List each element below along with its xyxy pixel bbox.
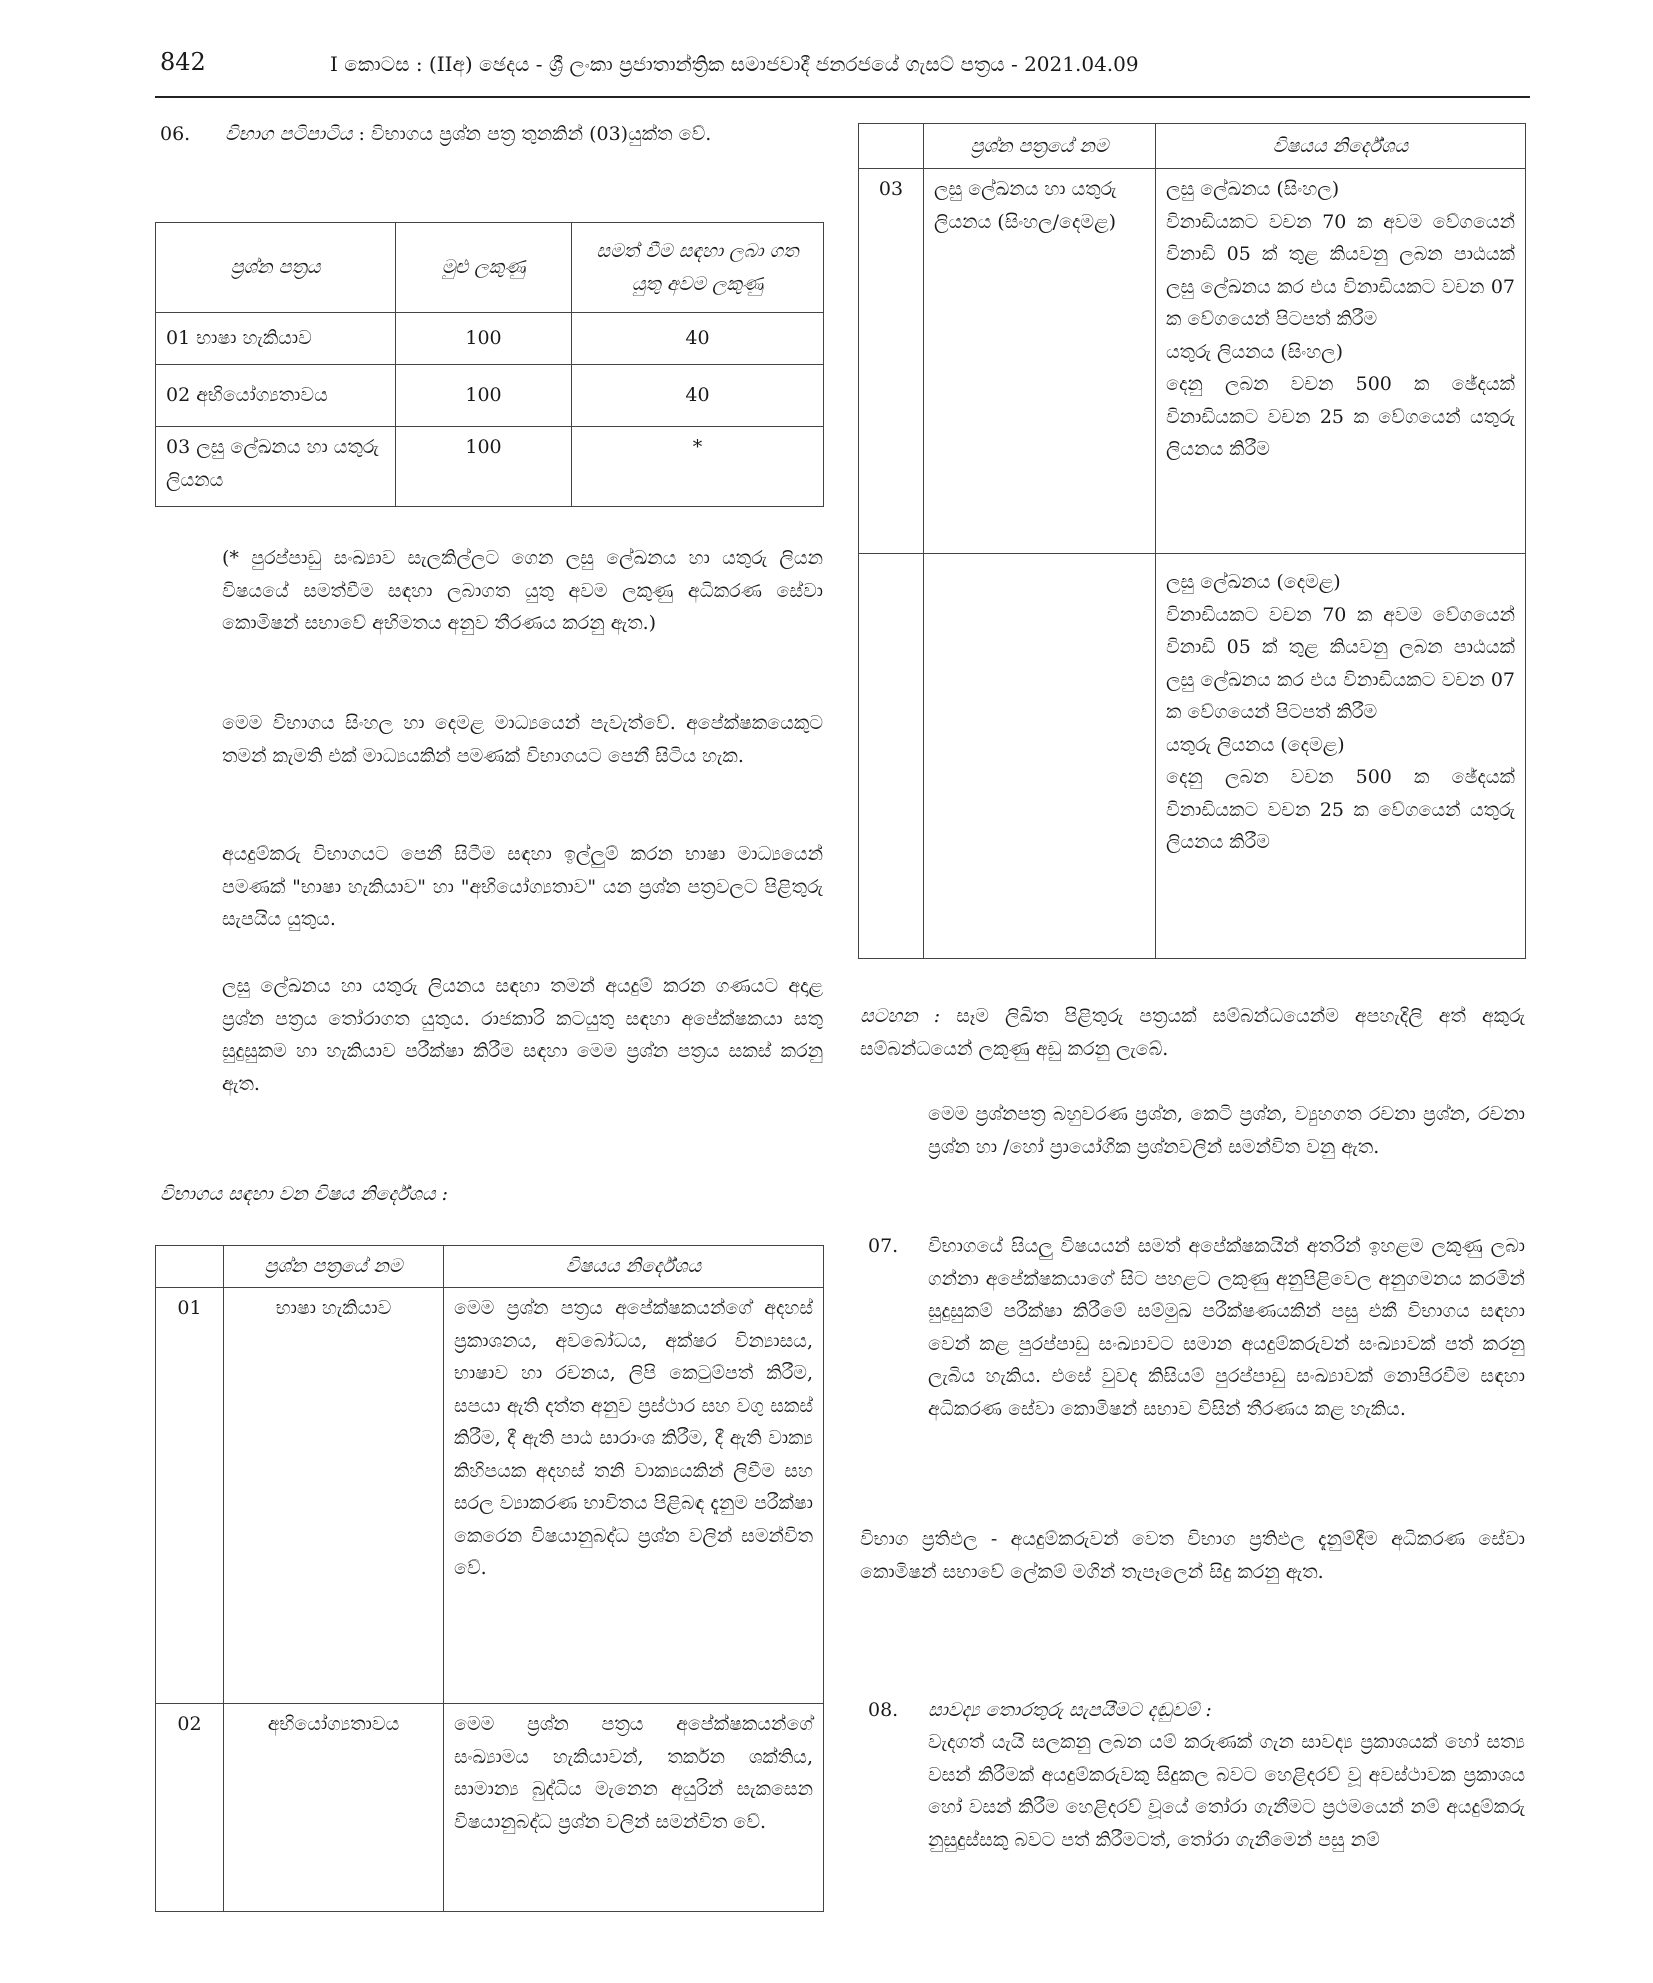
table-header-cell: ප්‍රශ්න පත්‍රයේ නම [924,124,1156,169]
section-07-text: විභාගයේ සියලු විෂයයන් සමත් අපේක්ෂකයින් අතරින් ඉහළම ලකුණු ලබා ගන්නා අපේක්ෂකයාගේ සිට පහළට ලකුණු අනුපිළිවෙල අනුගමනය කරමින් සුදුසුකම් පරීක්ෂා කිරීමේ සම්මුඛ පරීක්ෂණයකින් පසු එකී විභාගය සඳහා වෙන් කළ පුරප්පාඩු සංඛ්‍යාවට සමාන අයදුම්කරුවන් සංඛ්‍යාවක් පත් කරනු ලැබිය හැකිය. එසේ වුවද කිසියම් පුරප්පාඩු සංඛ්‍යාවක් නොපිරවීම සඳහා අධිකරණ සේවා කොමිෂන් සභාව විසින් තීරණය කළ හැකිය. [928,1235,1525,1420]
table-cell: 03 ලසු ලේඛනය හා යතුරු ලියනය [156,427,396,507]
table-cell: 40 [572,313,824,365]
para-question-types: මෙම ප්‍රශ්නපත්‍ර බහුවරණ ප්‍රශ්න, කෙටි ප්‍රශ්න, ව්‍යුහගත රචනා ප්‍රශ්න, රචනා ප්‍රශ්න හා /හෝ ප්‍රායෝගික ප්‍රශ්නවලින් සමන්විත වනු ඇත. [928,1103,1525,1158]
syllabus-table-03 [858,123,1526,959]
steno-tamil-title: ලසු ලේඛනය (දෙමළ) [1166,571,1341,593]
table-cell: 01 භාෂා හැකියාව [156,313,396,365]
typing-tamil-title: යතුරු ලියනය (දෙමළ) [1166,733,1345,756]
table-cell-tamil [1156,554,1526,959]
section-07-number: 07. [868,1235,899,1257]
para-results: විභාග ප්‍රතිඵල - අයදුම්කරුවන් වෙත විභාග ප්‍රතිඵල දැනුම්දීම අධිකරණ සේවා කොමිෂන් සභාවේ ලේකම් මගින් තැපෑලෙන් සිදු කරනු ඇත. [860,1528,1525,1583]
section-06-text [225,118,823,151]
section-08-heading: සාවද්‍ය තොරතුරු සැපයීමට දඬුවම් : [928,1699,1212,1721]
table-cell: 40 [572,365,824,427]
note-star: (* පුරප්පාඩු සංඛ්‍යාව සැලකිල්ලට ගෙන ලසු ලේඛනය හා යතුරු ලියන විෂයයේ සමත්වීම සඳහා ලබාගත යුතු අවම ලකුණු අධිකරණ සේවා කොමිෂන් සභාවේ අභිමතය අනුව තීරණය කරනු ඇත.) [222,547,823,634]
table-cell: 02 [156,1704,224,1912]
table-row [156,313,824,365]
syllabus-table-header [156,1246,824,1288]
table-header-cell: විෂයය නිර්දේශය [1156,124,1526,169]
table-cell-sinhala [1156,169,1526,554]
table-cell: 100 [396,313,572,365]
table-cell [924,554,1156,959]
table-row [859,169,1526,554]
steno-sinhala-title: ලසු ලේඛනය (සිංහල) [1166,178,1340,200]
table-cell: 03 [859,169,924,554]
note-label: සටහන : [860,1005,941,1027]
header-rule [155,96,1530,98]
section-06-number: 06. [160,123,191,145]
table-row [156,1704,824,1912]
steno-tamil-text: විනාඩියකට වචන 70 ක අවම වේගයෙන් විනාඩි 05 ක් තුළ කියවනු ලබන පාඨයක් ලසු ලේඛනය කර එය විනාඩියකට වචන 07 ක වේගයෙන් පිටපත් කිරීම [1166,603,1515,723]
typing-sinhala-text: දෙනු ලබන වචන 500 ක ඡේදයක් විනාඩියකට වචන 25 ක වේගයෙන් යතුරු ලියනය කිරීම [1166,373,1515,460]
syllabus-heading: විභාගය සඳහා වන විෂය නිර්දේශය : [160,1183,449,1205]
marks-header-total: මුළු ලකුණු [396,223,572,313]
table-cell [859,554,924,959]
para-medium: මෙම විභාගය සිංහල හා දෙමළ මාධ්‍යයෙන් පැවැත්වේ. අපේක්ෂකයෙකුට තමන් කැමති එක් මාධ්‍යයකින් පමණක් විභාගයට පෙනී සිටිය හැක. [222,712,823,767]
table-row [156,427,824,507]
table-header-cell [859,124,924,169]
gazette-header-title: I කොටස : (IIඅ) ඡෙදය - ශ්‍රී ලංකා ප්‍රජාතාන්ත්‍රික සමාජවාදී ජනරජයේ ගැසට් පත්‍රය - 2021.04.09 [330,52,1139,76]
typing-tamil-text: දෙනු ලබන වචන 500 ක ඡේදයක් විනාඩියකට වචන 25 ක වේගයෙන් යතුරු ලියනය කිරීම [1166,766,1515,853]
section-06-label: විභාග පටිපාටිය [225,123,353,145]
table-row [859,554,1526,959]
para-steno: ලසු ලේඛනය හා යතුරු ලියනය සඳහා තමන් අයදුම් කරන ගණයට අදාළ ප්‍රශ්න පත්‍රය තෝරාගත යුතුය. රාජකාරි කටයුතු සඳහා අපේක්ෂකයා සතු සුදුසුකම හා හැකියාව පරීක්ෂා කිරීම සඳහා මෙම ප්‍රශ්න පත්‍රය සකස් කරනු ඇත. [222,975,823,1095]
table-cell: මෙම ප්‍රශ්න පත්‍රය අපේක්ෂකයන්ගේ අදහස් ප්‍රකාශනය, අවබෝධය, අක්ෂර වින්‍යාසය, භාෂාව හා රචනය, ලිපි කෙටුම්පත් කිරීම, සපයා ඇති දත්ත අනුව ප්‍රස්ථාර සහ වගු සකස් කිරීම, දී ඇති පාඨ සාරාංශ කිරීම, දී ඇති වාක්‍ය කිහිපයක අදහස් තනි වාක්‍යයකින් ලිවීම සහ සරල ව්‍යාකරණ භාවිතය පිළිබඳ දැනුම පරීක්ෂා කෙරෙන විෂයානුබද්ධ ප්‍රශ්න වලින් සමන්විත වේ. [444,1288,824,1704]
marks-table [155,222,824,507]
table-cell: 100 [396,365,572,427]
table-cell: 01 [156,1288,224,1704]
syllabus-table-03-header [859,124,1526,169]
table-cell: * [572,427,824,507]
marks-header-paper: ප්‍රශ්න පත්‍රය [156,223,396,313]
section-08-number: 08. [868,1699,899,1721]
table-header-cell: ප්‍රශ්න පත්‍රයේ නම [224,1246,444,1288]
syllabus-table [155,1245,824,1912]
table-row [156,365,824,427]
table-row [156,1288,824,1704]
table-cell: 100 [396,427,572,507]
section-06-body: : විභාගය ප්‍රශ්න පත්‍ර තුනකින් (03)යුක්ත වේ. [352,123,712,145]
table-cell: මෙම ප්‍රශ්න පත්‍රය අපේක්ෂකයන්ගේ සංඛ්‍යාමය හැකියාවන්, තර්කන ශක්තිය, සාමාන්‍ය බුද්ධිය මැනෙන අයුරින් සැකසෙන විෂයානුබද්ධ ප්‍රශ්න වලින් සමන්විත වේ. [444,1704,824,1912]
marks-header-pass: සමත් වීම සඳහා ලබා ගත යුතු අවම ලකුණු [572,223,824,313]
table-cell: අභියෝග්‍යතාවය [224,1704,444,1912]
marks-table-header [156,223,824,313]
note-text: සෑම ලිඛිත පිළිතුරු පත්‍රයක් සම්බන්ධයෙන්ම අපහැදිලි අත් අකුරු සම්බන්ධයෙන් ලකුණු අඩු කරනු ලැබේ. [860,1005,1525,1060]
para-answer-language: අයදුම්කරු විභාගයට පෙනී සිටීම සඳහා ඉල්ලුම් කරන භාෂා මාධ්‍යයෙන් පමණක් "භාෂා හැකියාව" හා "අභියෝග්‍යතාව" යන ප්‍රශ්න පත්‍රවලට පිළිතුරු සැපයිය යුතුය. [222,843,823,930]
table-cell: ලසු ලේඛනය හා යතුරු ලියනය (සිංහල/දෙමළ) [924,169,1156,554]
table-cell: 02 අභියෝග්‍යතාවය [156,365,396,427]
typing-sinhala-title: යතුරු ලියනය (සිංහල) [1166,340,1344,363]
section-08-text: වැදගත් යැයි සලකනු ලබන යම් කරුණක් ගැන සාවද්‍ය ප්‍රකාශයක් හෝ සත්‍ය වසන් කිරීමක් අයදුම්කරුවකු සිදුකල බවට හෙළිදරව් වූ අවස්ථාවක ප්‍රකාශය හෝ වසන් කිරීම හෙළිදරව් වූයේ තෝරා ගැනීමට ප්‍රථමයෙන් නම් අයදුම්කරු නුසුදුස්සකු බවට පත් කිරීමටත්, තෝරා ගැනීමෙන් පසු නම් [928,1731,1525,1851]
page-number: 842 [160,48,206,76]
table-cell: භාෂා හැකියාව [224,1288,444,1704]
note-handwriting [860,1000,1525,1065]
table-header-cell: විෂයය නිර්දේශය [444,1246,824,1288]
steno-sinhala-text: විනාඩියකට වචන 70 ක අවම වේගයෙන් විනාඩි 05 ක් තුළ කියවනු ලබන පාඨයක් ලසු ලේඛනය කර එය විනාඩියකට වචන 07 ක වේගයෙන් පිටපත් කිරීම [1166,210,1515,330]
table-header-cell [156,1246,224,1288]
